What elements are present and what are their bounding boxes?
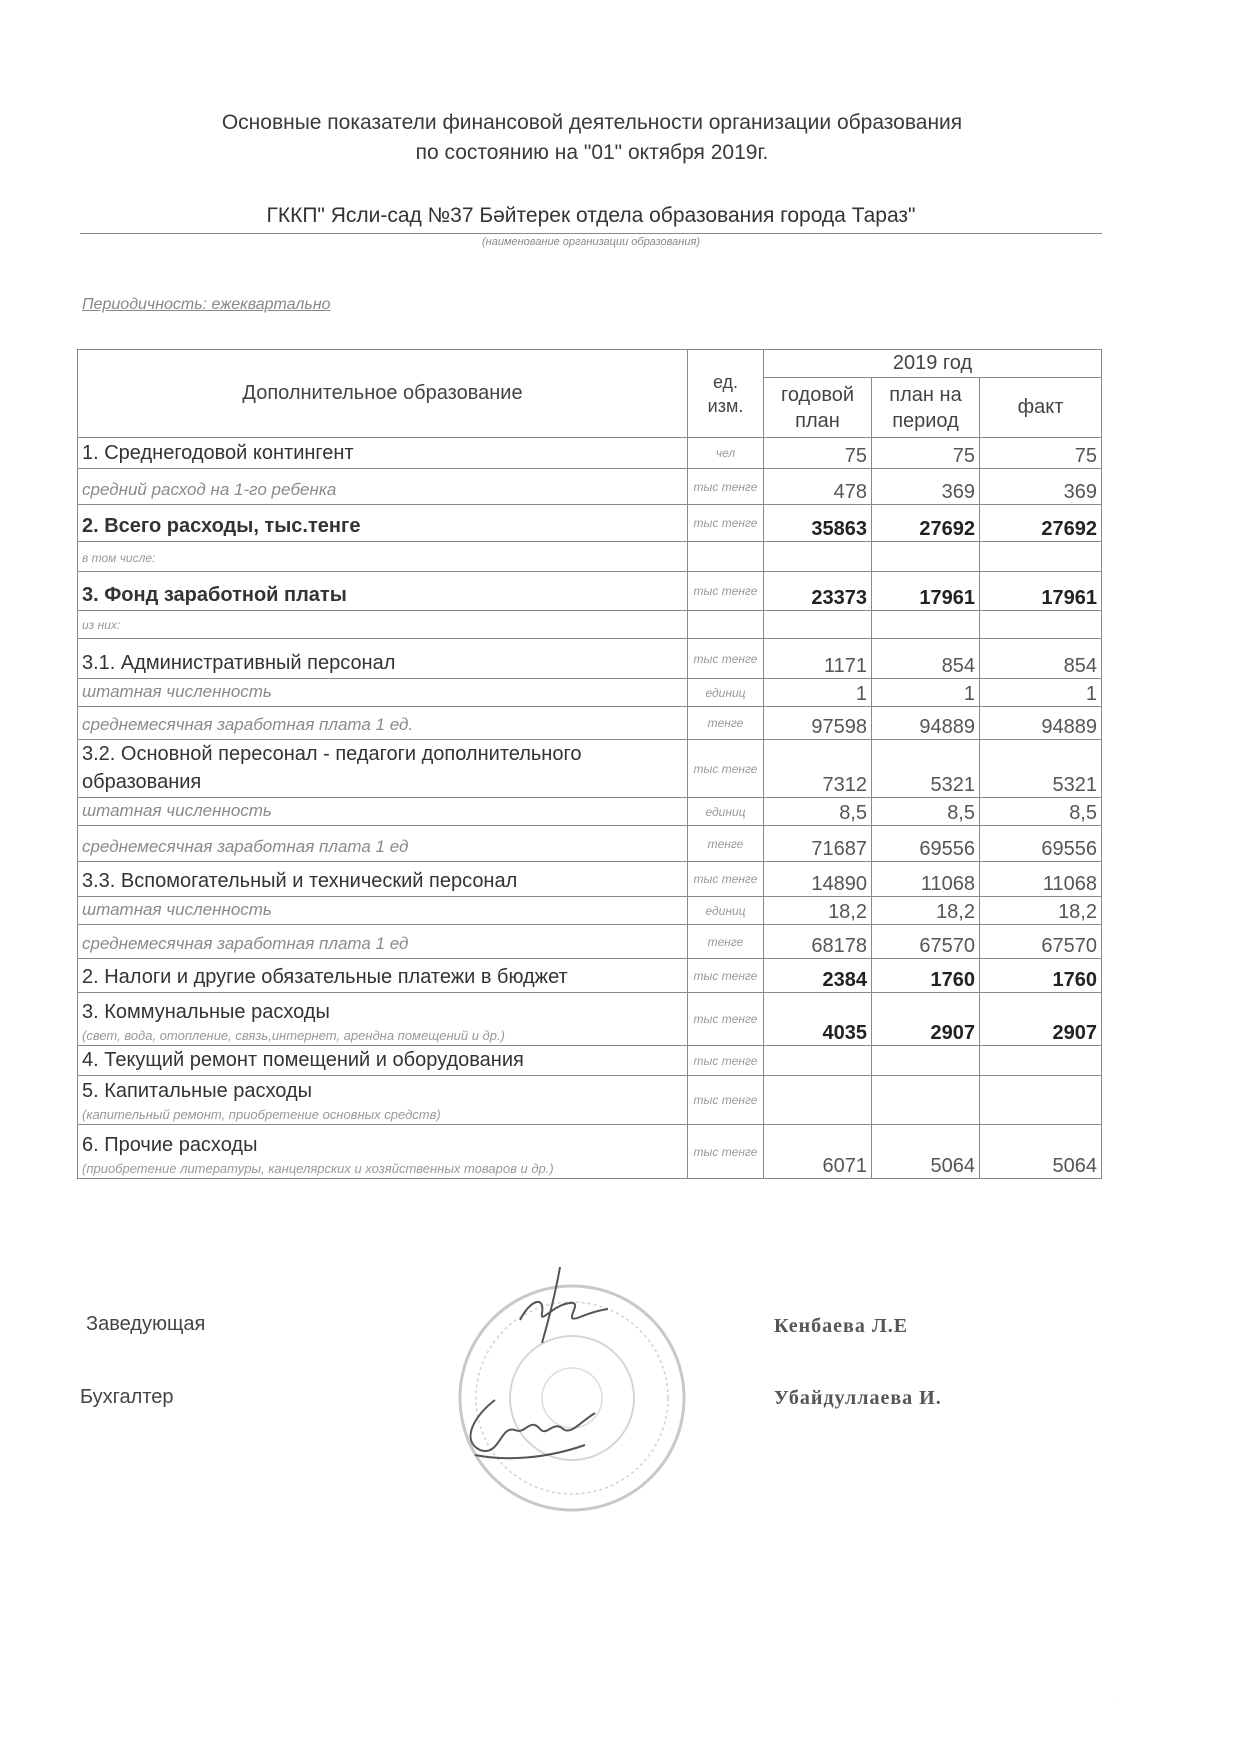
row-unit: тыс тенге xyxy=(688,1125,764,1179)
header-annual-plan: годовой план xyxy=(764,378,872,438)
row-unit: тыс тенге xyxy=(688,469,764,505)
row-fact: 94889 xyxy=(980,707,1102,740)
row-label-cell xyxy=(78,826,688,862)
row-fact: 1760 xyxy=(980,959,1102,993)
row-label: 2. Всего расходы, тыс.тенге xyxy=(82,515,361,537)
row-label-cell xyxy=(78,707,688,740)
row-unit: тыс тенге xyxy=(688,740,764,798)
row-fact: 27692 xyxy=(980,505,1102,542)
row-unit: тыс тенге xyxy=(688,1046,764,1076)
head-name: Кенбаева Л.Е xyxy=(774,1315,909,1337)
row-fact: 18,2 xyxy=(980,897,1102,925)
row-unit xyxy=(688,542,764,572)
row-label: среднемесячная заработная плата 1 ед. xyxy=(82,715,414,734)
row-label-cell xyxy=(78,505,688,542)
row-annual-plan xyxy=(764,1046,872,1076)
row-label-cell xyxy=(78,438,688,469)
table-row xyxy=(78,862,1102,897)
row-annual-plan: 4035 xyxy=(764,993,872,1046)
table-row xyxy=(78,679,1102,707)
row-fact: 5064 xyxy=(980,1125,1102,1179)
row-period-plan: 369 xyxy=(872,469,980,505)
row-period-plan xyxy=(872,1076,980,1125)
row-label: штатная численность xyxy=(82,682,272,701)
row-label-cell xyxy=(78,1076,688,1125)
row-label: штатная численность xyxy=(82,900,272,919)
row-period-plan xyxy=(872,542,980,572)
table-row xyxy=(78,1046,1102,1076)
row-label: среднемесячная заработная плата 1 ед xyxy=(82,934,409,953)
row-period-plan: 5064 xyxy=(872,1125,980,1179)
row-unit: тенге xyxy=(688,826,764,862)
row-unit: тыс тенге xyxy=(688,1076,764,1125)
table-row xyxy=(78,611,1102,639)
row-annual-plan: 2384 xyxy=(764,959,872,993)
row-period-plan: 2907 xyxy=(872,993,980,1046)
row-note: (приобретение литературы, канцелярских и хозяйственных товаров и др.) xyxy=(82,1161,554,1176)
row-label-cell xyxy=(78,639,688,679)
row-period-plan: 67570 xyxy=(872,925,980,959)
head-role: Заведующая xyxy=(86,1313,206,1335)
row-fact xyxy=(980,542,1102,572)
row-label: 3. Коммунальные расходы xyxy=(82,1001,330,1023)
row-fact: 8,5 xyxy=(980,798,1102,826)
row-annual-plan: 1 xyxy=(764,679,872,707)
row-period-plan xyxy=(872,1046,980,1076)
row-label-cell xyxy=(78,740,688,798)
title-line-1: Основные показатели финансовой деятельности организации образования xyxy=(221,111,963,134)
row-fact: 1 xyxy=(980,679,1102,707)
row-label: 1. Среднегодовой контингент xyxy=(82,442,354,464)
row-label-cell xyxy=(78,925,688,959)
row-annual-plan: 7312 xyxy=(764,740,872,798)
row-label-cell xyxy=(78,572,688,611)
row-unit: чел xyxy=(688,438,764,469)
title-line-2: по состоянию на "01" октября 2019г. xyxy=(415,141,769,164)
row-fact: 67570 xyxy=(980,925,1102,959)
row-label-cell xyxy=(78,862,688,897)
page-speck: . xyxy=(1118,1695,1120,1701)
header-name: Дополнительное образование xyxy=(78,350,688,438)
row-period-plan: 18,2 xyxy=(872,897,980,925)
table-row xyxy=(78,505,1102,542)
row-annual-plan: 75 xyxy=(764,438,872,469)
row-label-cell xyxy=(78,542,688,572)
row-period-plan: 27692 xyxy=(872,505,980,542)
row-label-cell xyxy=(78,1046,688,1076)
row-period-plan: 94889 xyxy=(872,707,980,740)
row-label: 2. Налоги и другие обязательные платежи в бюджет xyxy=(82,966,568,988)
row-note: (свет, вода, отопление, связь,интернет, арендна помещений и др.) xyxy=(82,1028,505,1043)
row-unit: единиц xyxy=(688,798,764,826)
row-period-plan: 1 xyxy=(872,679,980,707)
organization-underline xyxy=(80,233,1102,234)
table-row xyxy=(78,826,1102,862)
row-fact: 69556 xyxy=(980,826,1102,862)
row-label-cell xyxy=(78,959,688,993)
table-row xyxy=(78,959,1102,993)
table-row xyxy=(78,798,1102,826)
table-row xyxy=(78,572,1102,611)
indicators-table xyxy=(77,349,1102,1179)
table-row xyxy=(78,740,1102,798)
row-label: из них: xyxy=(82,618,121,632)
row-annual-plan: 97598 xyxy=(764,707,872,740)
accountant-name: Убайдуллаева И. xyxy=(774,1387,942,1409)
row-unit xyxy=(688,611,764,639)
row-fact: 5321 xyxy=(980,740,1102,798)
row-annual-plan: 6071 xyxy=(764,1125,872,1179)
header-period-plan: план на период xyxy=(872,378,980,438)
table-row xyxy=(78,993,1102,1046)
row-annual-plan: 18,2 xyxy=(764,897,872,925)
row-label: в том числе: xyxy=(82,551,156,565)
row-fact: 17961 xyxy=(980,572,1102,611)
row-label-cell xyxy=(78,611,688,639)
row-label-cell xyxy=(78,469,688,505)
table-row xyxy=(78,925,1102,959)
row-label: среднемесячная заработная плата 1 ед xyxy=(82,837,409,856)
row-fact xyxy=(980,611,1102,639)
row-annual-plan: 35863 xyxy=(764,505,872,542)
row-unit: единиц xyxy=(688,897,764,925)
row-period-plan: 8,5 xyxy=(872,798,980,826)
row-annual-plan: 71687 xyxy=(764,826,872,862)
table-row xyxy=(78,542,1102,572)
row-unit: тенге xyxy=(688,707,764,740)
row-label: средний расход на 1-го ребенка xyxy=(82,480,337,499)
row-fact: 11068 xyxy=(980,862,1102,897)
row-label-cell xyxy=(78,798,688,826)
row-label: 6. Прочие расходы xyxy=(82,1134,258,1156)
row-annual-plan: 68178 xyxy=(764,925,872,959)
row-label-cell xyxy=(78,1125,688,1179)
row-label: 4. Текущий ремонт помещений и оборудования xyxy=(82,1049,524,1071)
row-annual-plan: 23373 xyxy=(764,572,872,611)
periodicity: Периодичность: ежеквартально xyxy=(82,296,331,313)
table-body xyxy=(78,350,1102,1179)
header-row-1 xyxy=(78,350,1102,378)
row-annual-plan: 1171 xyxy=(764,639,872,679)
row-label: 3.2. Основной пересонал - педагоги дополнительного образования xyxy=(82,743,582,793)
row-label: 3. Фонд заработной платы xyxy=(82,584,347,606)
row-label-cell xyxy=(78,993,688,1046)
document-title xyxy=(0,108,1184,168)
row-label-cell xyxy=(78,897,688,925)
row-annual-plan xyxy=(764,1076,872,1125)
row-unit: тыс тенге xyxy=(688,572,764,611)
row-annual-plan: 14890 xyxy=(764,862,872,897)
row-period-plan: 17961 xyxy=(872,572,980,611)
row-unit: единиц xyxy=(688,679,764,707)
row-period-plan: 75 xyxy=(872,438,980,469)
organization-name: ГККП" Ясли-сад №37 Бәйтерек отдела образования города Тараз" xyxy=(266,204,916,227)
signature-head xyxy=(490,1265,620,1345)
table-row xyxy=(78,469,1102,505)
table-row xyxy=(78,707,1102,740)
row-unit: тыс тенге xyxy=(688,639,764,679)
row-note: (капительный ремонт, приобретение основных средств) xyxy=(82,1107,441,1122)
row-fact: 369 xyxy=(980,469,1102,505)
row-label: штатная численность xyxy=(82,801,272,820)
row-period-plan xyxy=(872,611,980,639)
header-unit xyxy=(688,350,764,438)
row-period-plan: 1760 xyxy=(872,959,980,993)
row-unit: тыс тенге xyxy=(688,862,764,897)
row-annual-plan xyxy=(764,611,872,639)
row-label: 3.3. Вспомогательный и технический персонал xyxy=(82,870,518,892)
row-label: 3.1. Административный персонал xyxy=(82,652,396,674)
table-row xyxy=(78,438,1102,469)
row-period-plan: 854 xyxy=(872,639,980,679)
row-unit: тыс тенге xyxy=(688,993,764,1046)
row-label: 5. Капитальные расходы xyxy=(82,1080,313,1102)
row-label-cell xyxy=(78,679,688,707)
table-row xyxy=(78,1076,1102,1125)
table-row xyxy=(78,1125,1102,1179)
row-annual-plan xyxy=(764,542,872,572)
row-period-plan: 11068 xyxy=(872,862,980,897)
table-row xyxy=(78,897,1102,925)
row-annual-plan: 478 xyxy=(764,469,872,505)
row-unit: тенге xyxy=(688,925,764,959)
row-fact: 2907 xyxy=(980,993,1102,1046)
row-fact: 75 xyxy=(980,438,1102,469)
header-unit-text: ед. изм. xyxy=(707,371,744,416)
row-unit: тыс тенге xyxy=(688,959,764,993)
row-period-plan: 69556 xyxy=(872,826,980,862)
signature-accountant xyxy=(455,1395,605,1465)
row-fact xyxy=(980,1076,1102,1125)
organization-hint: (наименование организации образования) xyxy=(482,236,700,248)
row-period-plan: 5321 xyxy=(872,740,980,798)
header-fact: факт xyxy=(980,378,1102,438)
header-year: 2019 год xyxy=(764,350,1102,378)
row-fact: 854 xyxy=(980,639,1102,679)
row-fact xyxy=(980,1046,1102,1076)
row-unit: тыс тенге xyxy=(688,505,764,542)
row-annual-plan: 8,5 xyxy=(764,798,872,826)
table-row xyxy=(78,639,1102,679)
accountant-role: Бухгалтер xyxy=(80,1386,174,1408)
